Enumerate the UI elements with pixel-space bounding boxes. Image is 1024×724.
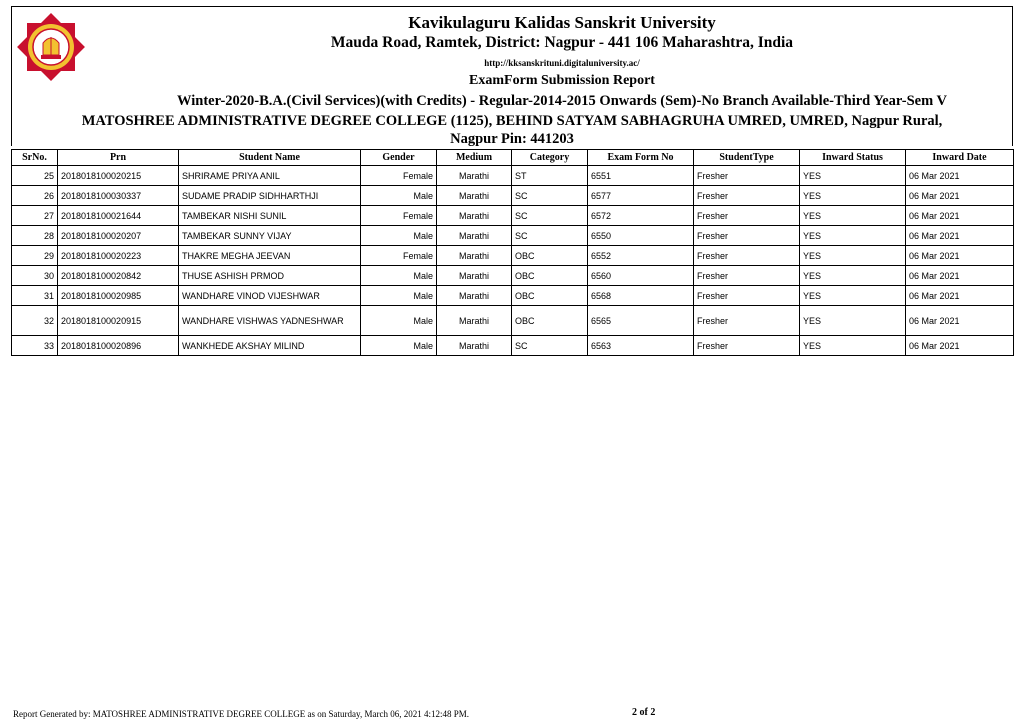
cell-gender: Male	[361, 336, 437, 356]
cell-student-name: TAMBEKAR NISHI SUNIL	[179, 206, 361, 226]
cell-medium: Marathi	[437, 186, 512, 206]
cell-medium: Marathi	[437, 306, 512, 336]
col-header-inward-date: Inward Date	[906, 150, 1014, 166]
table-row	[12, 186, 1014, 206]
cell-student-name: THAKRE MEGHA JEEVAN	[179, 246, 361, 266]
col-header-student-type: StudentType	[694, 150, 800, 166]
cell-student-type: Fresher	[694, 186, 800, 206]
cell-srno: 32	[12, 306, 58, 336]
cell-gender: Female	[361, 166, 437, 186]
table-row	[12, 266, 1014, 286]
cell-exam-form-no: 6560	[588, 266, 694, 286]
table-row	[12, 246, 1014, 266]
page-number: 2 of 2	[632, 707, 656, 718]
cell-student-type: Fresher	[694, 206, 800, 226]
cell-category: OBC	[512, 246, 588, 266]
cell-prn: 2018018100020223	[58, 246, 179, 266]
col-header-medium: Medium	[437, 150, 512, 166]
cell-student-type: Fresher	[694, 336, 800, 356]
cell-inward-date: 06 Mar 2021	[906, 246, 1014, 266]
cell-student-type: Fresher	[694, 266, 800, 286]
cell-prn: 2018018100030337	[58, 186, 179, 206]
cell-prn: 2018018100020915	[58, 306, 179, 336]
cell-prn: 2018018100020207	[58, 226, 179, 246]
table-row	[12, 226, 1014, 246]
table-row	[12, 306, 1014, 336]
exam-name: Winter-2020-B.A.(Civil Services)(with Credits) - Regular-2014-2015 Onwards (Sem)-No Branch Available-Third Year-Sem V	[176, 93, 948, 109]
cell-prn: 2018018100021644	[58, 206, 179, 226]
cell-category: OBC	[512, 266, 588, 286]
cell-inward-date: 06 Mar 2021	[906, 306, 1014, 336]
cell-category: ST	[512, 166, 588, 186]
cell-exam-form-no: 6552	[588, 246, 694, 266]
cell-srno: 29	[12, 246, 58, 266]
cell-medium: Marathi	[437, 336, 512, 356]
col-header-exam-form-no: Exam Form No	[588, 150, 694, 166]
cell-exam-form-no: 6565	[588, 306, 694, 336]
cell-prn: 2018018100020842	[58, 266, 179, 286]
cell-inward-date: 06 Mar 2021	[906, 206, 1014, 226]
col-header-inward-status: Inward Status	[800, 150, 906, 166]
cell-inward-status: YES	[800, 306, 906, 336]
cell-inward-status: YES	[800, 166, 906, 186]
cell-category: OBC	[512, 306, 588, 336]
cell-student-name: WANDHARE VINOD VIJESHWAR	[179, 286, 361, 306]
cell-inward-date: 06 Mar 2021	[906, 336, 1014, 356]
cell-inward-date: 06 Mar 2021	[906, 166, 1014, 186]
cell-gender: Male	[361, 306, 437, 336]
cell-category: SC	[512, 336, 588, 356]
cell-exam-form-no: 6551	[588, 166, 694, 186]
table-row	[12, 336, 1014, 356]
cell-inward-status: YES	[800, 336, 906, 356]
cell-category: SC	[512, 186, 588, 206]
table-row	[12, 166, 1014, 186]
report-generated-by: Report Generated by: MATOSHREE ADMINISTRATIVE DEGREE COLLEGE as on Saturday, March 06, 2021 4:12:48 PM.	[13, 709, 469, 719]
report-title: ExamForm Submission Report	[469, 73, 655, 88]
cell-category: SC	[512, 206, 588, 226]
cell-exam-form-no: 6550	[588, 226, 694, 246]
cell-student-type: Fresher	[694, 246, 800, 266]
college-name: MATOSHREE ADMINISTRATIVE DEGREE COLLEGE (1125), BEHIND SATYAM SABHAGRUHA UMRED, UMRED, Nagpur Rural,	[81, 113, 943, 129]
table-row	[12, 286, 1014, 306]
cell-student-name: WANDHARE VISHWAS YADNESHWAR	[179, 306, 361, 336]
cell-gender: Female	[361, 206, 437, 226]
table-row	[12, 206, 1014, 226]
cell-exam-form-no: 6563	[588, 336, 694, 356]
cell-student-name: TAMBEKAR SUNNY VIJAY	[179, 226, 361, 246]
cell-inward-status: YES	[800, 226, 906, 246]
cell-student-type: Fresher	[694, 286, 800, 306]
cell-student-name: SHRIRAME PRIYA ANIL	[179, 166, 361, 186]
col-header-srno: SrNo.	[12, 150, 58, 166]
university-name: Kavikulaguru Kalidas Sanskrit University	[408, 13, 716, 32]
cell-medium: Marathi	[437, 226, 512, 246]
col-header-student-name: Student Name	[179, 150, 361, 166]
cell-inward-status: YES	[800, 246, 906, 266]
cell-srno: 26	[12, 186, 58, 206]
cell-student-type: Fresher	[694, 226, 800, 246]
cell-srno: 25	[12, 166, 58, 186]
cell-medium: Marathi	[437, 206, 512, 226]
cell-gender: Male	[361, 226, 437, 246]
cell-prn: 2018018100020985	[58, 286, 179, 306]
cell-inward-date: 06 Mar 2021	[906, 286, 1014, 306]
cell-gender: Male	[361, 286, 437, 306]
cell-gender: Female	[361, 246, 437, 266]
cell-category: OBC	[512, 286, 588, 306]
cell-srno: 30	[12, 266, 58, 286]
cell-medium: Marathi	[437, 286, 512, 306]
cell-inward-date: 06 Mar 2021	[906, 186, 1014, 206]
cell-medium: Marathi	[437, 266, 512, 286]
table-header-row	[12, 150, 1014, 166]
cell-srno: 33	[12, 336, 58, 356]
cell-student-name: SUDAME PRADIP SIDHHARTHJI	[179, 186, 361, 206]
cell-exam-form-no: 6577	[588, 186, 694, 206]
cell-exam-form-no: 6572	[588, 206, 694, 226]
university-address: Mauda Road, Ramtek, District: Nagpur - 441 106 Maharashtra, India	[330, 34, 794, 51]
col-header-category: Category	[512, 150, 588, 166]
cell-student-type: Fresher	[694, 306, 800, 336]
cell-inward-date: 06 Mar 2021	[906, 226, 1014, 246]
cell-student-name: WANKHEDE AKSHAY MILIND	[179, 336, 361, 356]
submission-table	[11, 149, 1014, 356]
cell-category: SC	[512, 226, 588, 246]
cell-gender: Male	[361, 186, 437, 206]
cell-medium: Marathi	[437, 166, 512, 186]
col-header-gender: Gender	[361, 150, 437, 166]
cell-srno: 27	[12, 206, 58, 226]
col-header-prn: Prn	[58, 150, 179, 166]
table-body	[12, 166, 1014, 356]
cell-inward-status: YES	[800, 206, 906, 226]
cell-student-name: THUSE ASHISH PRMOD	[179, 266, 361, 286]
cell-inward-status: YES	[800, 286, 906, 306]
university-url: http://kksanskrituni.digitaluniversity.ac/	[484, 58, 640, 68]
cell-srno: 31	[12, 286, 58, 306]
cell-prn: 2018018100020215	[58, 166, 179, 186]
cell-medium: Marathi	[437, 246, 512, 266]
cell-prn: 2018018100020896	[58, 336, 179, 356]
cell-inward-status: YES	[800, 186, 906, 206]
cell-gender: Male	[361, 266, 437, 286]
cell-exam-form-no: 6568	[588, 286, 694, 306]
cell-inward-date: 06 Mar 2021	[906, 266, 1014, 286]
cell-inward-status: YES	[800, 266, 906, 286]
cell-student-type: Fresher	[694, 166, 800, 186]
cell-srno: 28	[12, 226, 58, 246]
college-pin: Nagpur Pin: 441203	[450, 131, 574, 147]
